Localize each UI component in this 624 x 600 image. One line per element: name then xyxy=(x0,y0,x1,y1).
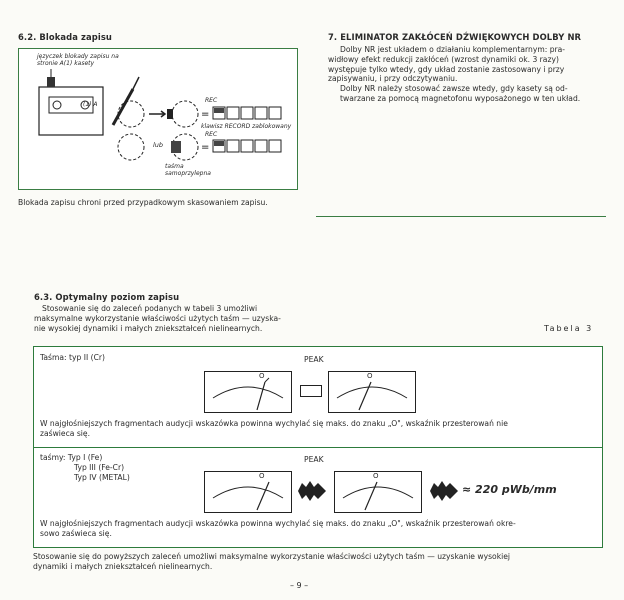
row1-note-line: zaświeca się. xyxy=(40,428,90,438)
section-7-line: występuje tylko wtedy, gdy układ zostanie zastosowany i przy xyxy=(328,64,565,74)
svg-text:=: = xyxy=(201,142,210,153)
section-7-heading: 7. ELIMINATOR ZAKŁÓCEŃ DŹWIĘKOWYCH DOLBY NR xyxy=(328,32,582,42)
section-6-3-line: Stosowanie się do zaleceń podanych w tabeli 3 umożliwi xyxy=(42,304,258,313)
row2-flux-value: ≈ 220 pWb/mm xyxy=(462,483,557,496)
section-6-2-heading: 6.2. Blokada zapisu xyxy=(18,32,112,42)
row1-peak-label: PEAK xyxy=(304,355,324,364)
svg-text:=: = xyxy=(201,109,210,120)
write-protect-caption: Blokada zapisu chroni przed przypadkowym skasowaniem zapisu. xyxy=(18,198,268,207)
footer-text xyxy=(33,552,603,572)
section-6-3-line: nie wysokiej dynamiki i małych zniekształceń nielinearnych. xyxy=(34,323,263,333)
row1-note-line: W najgłośniejszych fragmentach audycji wskazówka powinna wychylać się maks. do znaku „O", wskaźnik przesterowań nie xyxy=(40,419,508,428)
row1-zero-mark-left: O xyxy=(259,372,265,380)
section-7-line: Dolby NR jest układem o działaniu komplementarnym: pra- xyxy=(340,45,566,54)
rec-label-2: REC xyxy=(205,131,218,138)
page-number: – 9 – xyxy=(290,581,309,590)
row2-note-line: W najgłośniejszych fragmentach audycji wskazówka powinna wychylać się maks. do znaku „O", wskaźnik przesterowań okre- xyxy=(40,519,516,528)
green-divider xyxy=(316,216,606,217)
footer-line: dynamiki i małych zniekształceń nielinearnych. xyxy=(33,561,213,571)
write-protect-diagram xyxy=(19,49,297,189)
row2-note-line: sowo zaświeca się. xyxy=(40,528,112,538)
row2-peak-label: PEAK xyxy=(304,455,324,464)
row1-zero-mark-right: O xyxy=(367,372,373,380)
section-6-3-line: maksymalne wykorzystanie właściwości użytych taśm — uzyska- xyxy=(34,313,281,323)
section-7-body xyxy=(328,45,610,104)
tab-note-label: języczek blokady zapisu na stronie A(1) kasety xyxy=(37,53,119,67)
row2-peak-indicator-lit-2 xyxy=(428,479,460,507)
table-3 xyxy=(33,346,603,548)
row2-zero-mark-right: O xyxy=(373,472,379,480)
row2-note xyxy=(40,519,596,539)
row2-meter-right xyxy=(334,471,422,513)
row1-peak-indicator-off xyxy=(300,385,322,397)
row2-meter-left xyxy=(204,471,292,513)
row1-meter-right xyxy=(328,371,416,413)
row2-tape-type: taśmy: Typ I (Fe) xyxy=(40,453,103,462)
row2-zero-mark-left: O xyxy=(259,472,265,480)
section-7-line: widłowy efekt redukcji zakłóceń (wzrost dynamiki ok. 3 razy) xyxy=(328,54,559,64)
footer-line: Stosowanie się do powyższych zaleceń umożliwi maksymalne wykorzystanie właściwości użytych taśm — uzyskanie wysokiej xyxy=(33,552,510,561)
row2-peak-indicator-lit xyxy=(296,479,328,507)
section-7-line: zapisywaniu, i przy odczytywaniu. xyxy=(328,74,458,84)
table-row-divider xyxy=(34,447,602,448)
key-locked-label: klawisz RECORD zablokowany xyxy=(201,123,292,130)
side-mark-label: (1) A xyxy=(83,101,98,108)
table-label: Tabela 3 xyxy=(544,324,594,333)
rec-label-1: REC xyxy=(205,97,218,104)
row1-note xyxy=(40,419,596,439)
row1-meter-left xyxy=(204,371,292,413)
or-label: lub xyxy=(153,141,164,149)
row2-tape-type: Typ IV (METAL) xyxy=(74,472,130,482)
row2-tape-types xyxy=(40,453,130,482)
write-protect-figure xyxy=(18,48,298,190)
section-6-3-body xyxy=(34,304,334,333)
row1-tape-type: Taśma: typ II (Cr) xyxy=(40,353,105,362)
row2-tape-type: Typ III (Fe-Cr) xyxy=(74,462,125,472)
section-6-3-heading: 6.3. Optymalny poziom zapisu xyxy=(34,292,180,302)
tape-label: taśma samoprzylepna xyxy=(165,163,211,177)
section-7-line: Dolby NR należy stosować zawsze wtedy, gdy kasety są od- xyxy=(340,84,568,94)
section-7-line: twarzane za pomocą magnetofonu wyposażonego w ten układ. xyxy=(340,93,581,103)
